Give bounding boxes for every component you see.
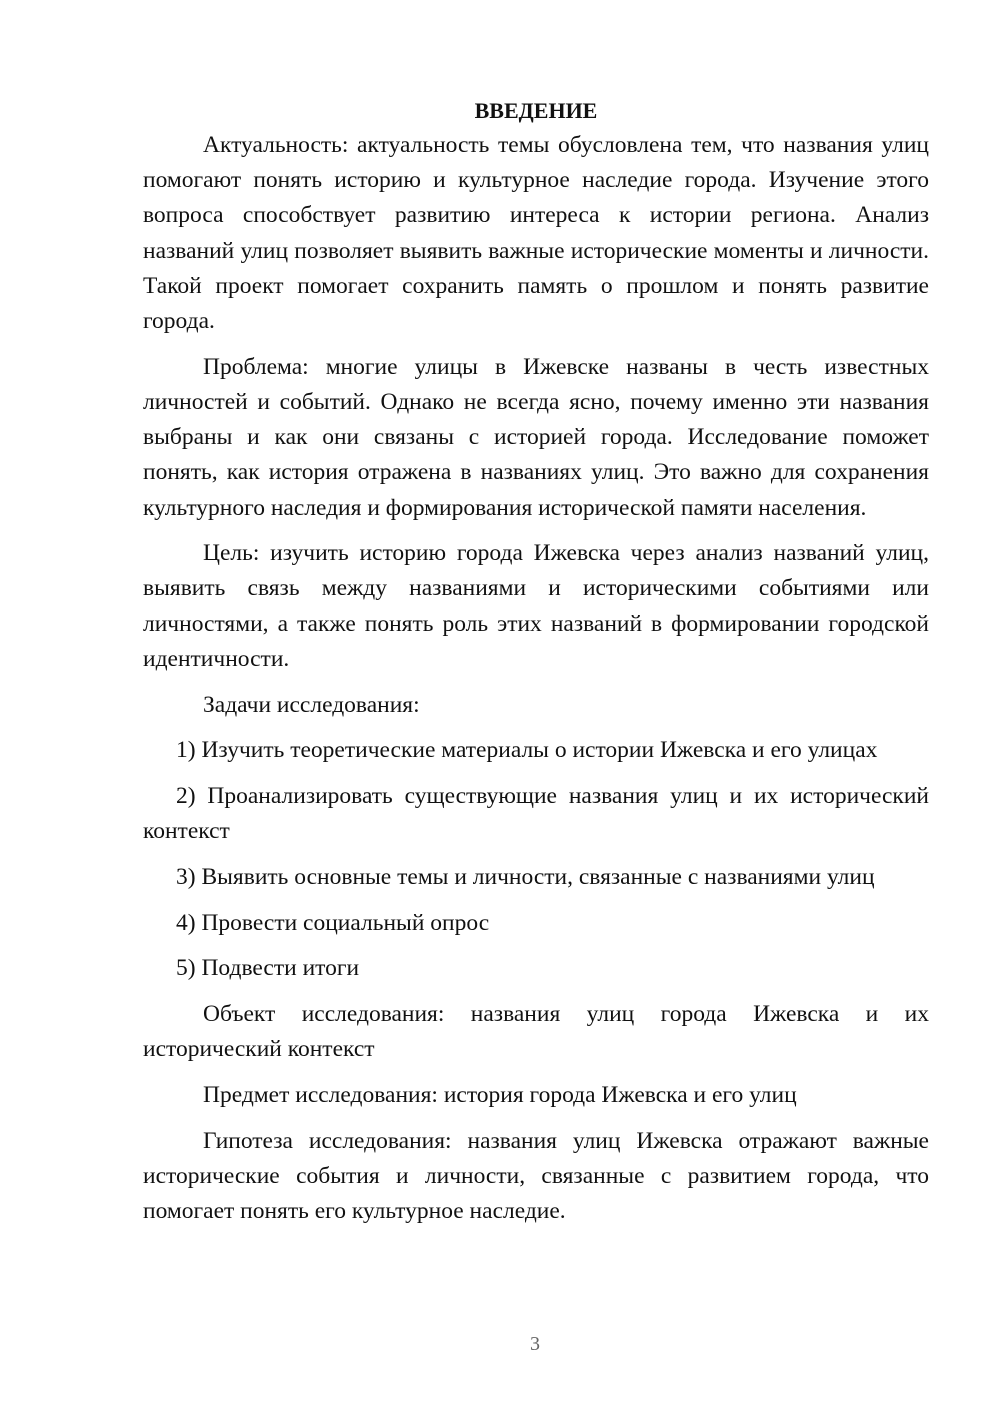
list-item: 3) Выявить основные темы и личности, связанные с названиями улиц: [176, 863, 875, 890]
list-item: 2) Проанализировать существующие названия улиц и их исторический контекст: [143, 782, 929, 845]
document-page: [143, 93, 929, 1240]
paragraph-relevance: Актуальность: актуальность темы обусловлена тем, что названия улиц помогают понять историю и культурное наследие города. Изучение этого вопроса способствует развитию интереса к истории региона. Анализ названий улиц позволяет выявить важные исторические моменты и личности. Такой проект помогает сохранить память о прошлом и понять развитие города.: [143, 132, 929, 335]
paragraph-tasks-heading: Задачи исследования:: [203, 691, 420, 718]
paragraph-hypothesis: Гипотеза исследования: названия улиц Ижевска отражают важные исторические события и личности, связанные с развитием города, что помогает понять его культурное наследие.: [143, 1127, 929, 1224]
list-item: 4) Провести социальный опрос: [176, 909, 490, 936]
paragraph-subject: Предмет исследования: история города Ижевска и его улиц: [203, 1081, 797, 1108]
list-item: 5) Подвести итоги: [176, 955, 360, 982]
page-title: ВВЕДЕНИЕ: [474, 98, 598, 123]
paragraph-problem: Проблема: многие улицы в Ижевске названы в честь известных личностей и событий. Однако не всегда ясно, почему именно эти названия выбраны и как они связаны с историей города. Исследование поможет понять, как история отражена в названиях улиц. Это важно для сохранения культурного наследия и формирования исторической памяти населения.: [143, 353, 929, 521]
page-number: 3: [530, 1333, 540, 1355]
list-item: 1) Изучить теоретические материалы о истории Ижевска и его улицах: [176, 737, 878, 764]
paragraph-goal: Цель: изучить историю города Ижевска через анализ названий улиц, выявить связь между названиями и историческими событиями или личностями, а также понять роль этих названий в формировании городской идентичности.: [143, 540, 929, 672]
paragraph-object: Объект исследования: названия улиц города Ижевска и их исторический контекст: [143, 1000, 929, 1063]
